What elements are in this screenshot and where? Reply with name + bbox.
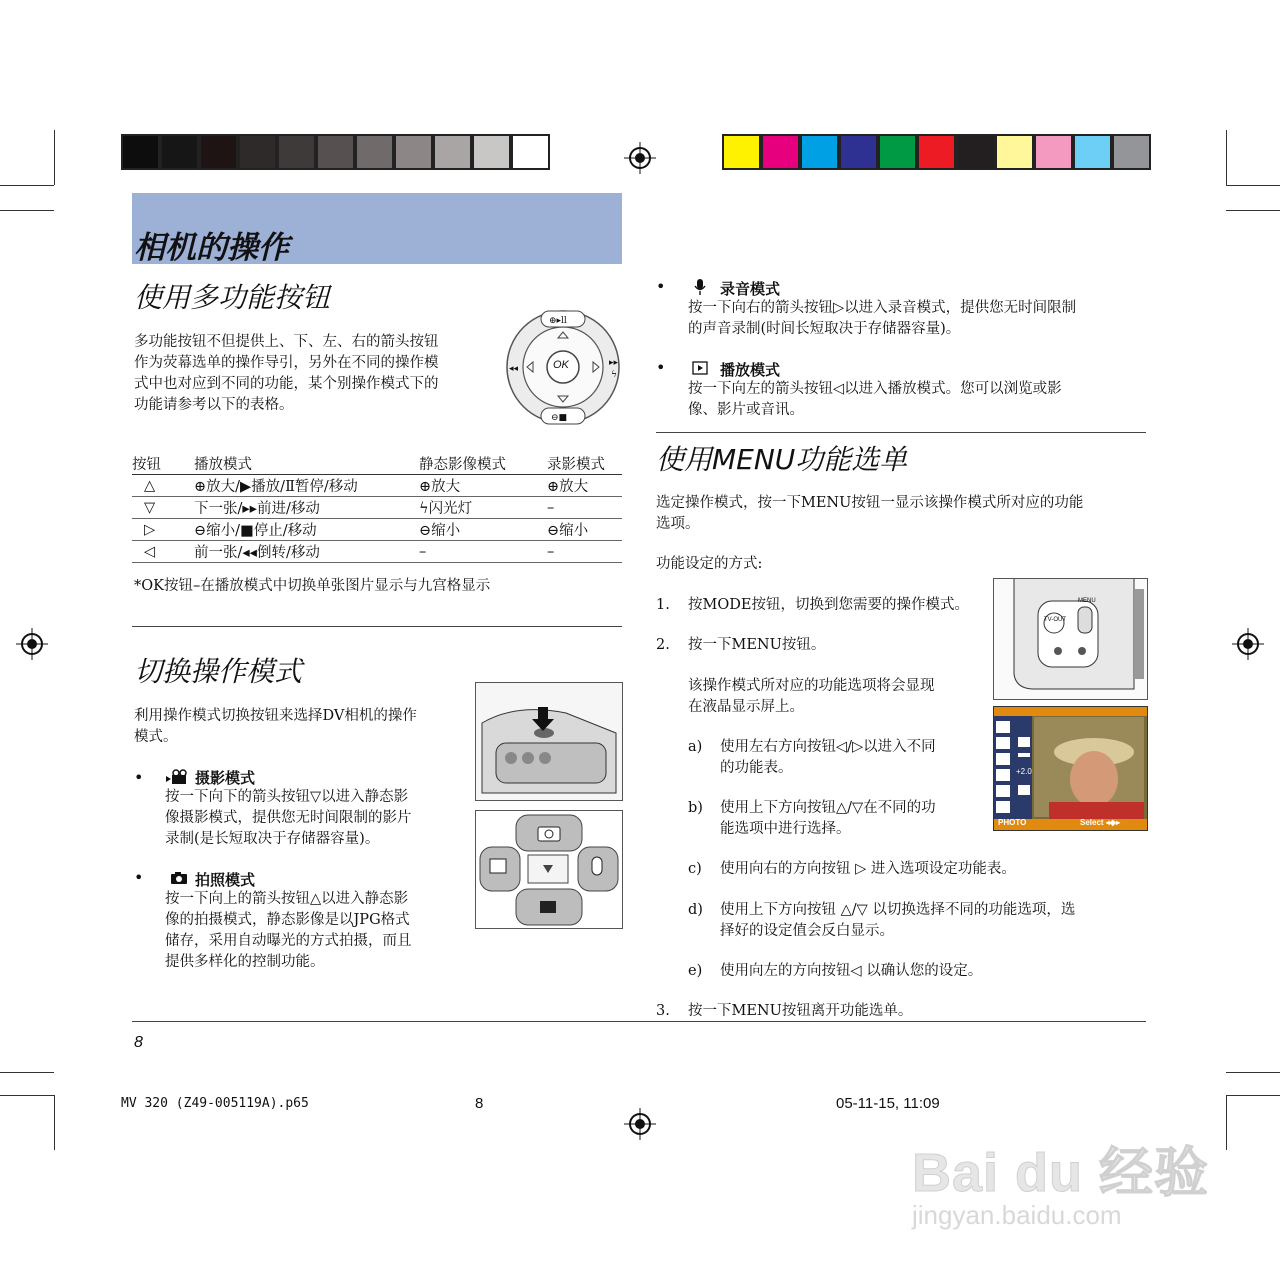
intro-line: 选项。 <box>656 516 700 532</box>
table-cell: 下一张/▸▸前进/移动 <box>194 497 419 519</box>
calibration-swatch <box>238 134 277 170</box>
crop-mark <box>0 185 54 186</box>
tv-out-label: TV-OUT <box>1044 617 1066 623</box>
substep-line: 使用上下方向按钮 △/▽ 以切换选择不同的功能选项，选 <box>720 902 1076 918</box>
calibration-swatch <box>199 134 238 170</box>
camera-back-image <box>993 578 1148 700</box>
calibration-swatch <box>1112 134 1151 170</box>
bullet: • <box>134 768 144 787</box>
playback-mode-description <box>688 379 1158 421</box>
substep-a <box>720 737 990 779</box>
camera-icon <box>170 871 188 885</box>
svg-text:⊖■: ⊖■ <box>551 413 568 423</box>
crop-mark <box>1226 130 1227 185</box>
note-line: 该操作模式所对应的功能选项将会显现 <box>688 678 935 694</box>
voice-mode-description <box>688 298 1158 340</box>
microphone-icon <box>694 278 706 296</box>
substep-line: 的功能表。 <box>720 760 793 776</box>
intro-line: 利用操作模式切换按钮来选择DV相机的操作 <box>134 708 417 724</box>
svg-text:ϟ: ϟ <box>611 370 617 380</box>
registration-mark-icon <box>16 628 48 660</box>
bullet: • <box>134 868 144 887</box>
lcd-menu-screenshot <box>993 706 1148 831</box>
crop-mark <box>1226 185 1280 186</box>
playback-mode-title: 播放模式 <box>720 361 781 379</box>
table-cell: ⊖缩小 <box>547 519 622 541</box>
movie-camera-icon <box>165 769 189 785</box>
description-line: 像摄影模式，提供您无时间限制的影片 <box>165 810 412 826</box>
description-line: 像的拍摄模式，静态影像是以JPG格式 <box>165 912 410 928</box>
crop-mark <box>1226 1072 1280 1073</box>
calibration-swatch <box>1073 134 1112 170</box>
substep-line: 择好的设定值会反白显示。 <box>720 923 894 939</box>
voice-mode-title: 录音模式 <box>720 280 781 298</box>
description-line: 储存，采用自动曝光的方式拍摄，而且 <box>165 933 412 949</box>
substep-d <box>720 900 1160 942</box>
camera-top-view-image <box>475 682 623 801</box>
substep-key: b) <box>688 800 703 816</box>
section-heading-multifunction: 使用多功能按钮 <box>134 281 331 314</box>
substep-key: e) <box>688 963 703 979</box>
multifunction-intro <box>134 332 504 416</box>
movie-mode-description <box>165 787 465 850</box>
intro-line: 多功能按钮不但提供上、下、左、右的箭头按钮 <box>134 334 439 350</box>
intro-line: 模式。 <box>134 729 178 745</box>
substep-c <box>720 859 1150 880</box>
calibration-swatch <box>800 134 839 170</box>
note-line: 在液晶显示屏上。 <box>688 699 804 715</box>
table-cell: – <box>547 497 622 519</box>
registration-mark-icon <box>1232 628 1264 660</box>
crop-mark <box>1226 210 1280 211</box>
section-heading-menu: 使用MENU功能选单 <box>656 443 908 476</box>
step-number: 2. <box>656 637 670 653</box>
calibration-swatch <box>839 134 878 170</box>
calibration-swatch <box>995 134 1034 170</box>
table-row <box>132 497 622 519</box>
svg-text:▸▸: ▸▸ <box>609 358 619 368</box>
substep-e <box>720 961 1150 982</box>
photo-mode-title: 拍照模式 <box>195 871 256 889</box>
substep-line: 使用向左的方向按钮◁ 以确认您的设定。 <box>720 963 983 979</box>
ok-button-note: *OK按钮–在播放模式中切换单张图片显示与九宫格显示 <box>134 578 491 594</box>
calibration-swatch <box>956 134 995 170</box>
substep-b <box>720 798 990 840</box>
calibration-swatch <box>511 134 550 170</box>
intro-line: 式中也对应到不同的功能，某个别操作模式下的 <box>134 376 439 392</box>
registration-mark-icon <box>624 1108 656 1140</box>
page-title: 相机的操作 <box>134 230 289 266</box>
substep-key: a) <box>688 739 703 755</box>
footer-page: 8 <box>475 1095 484 1112</box>
calibration-swatch <box>277 134 316 170</box>
table-cell: ⊖缩小 <box>419 519 547 541</box>
page-bottom-rule <box>132 1021 1146 1022</box>
svg-text:◂◂: ◂◂ <box>509 364 519 374</box>
calibration-swatch <box>472 134 511 170</box>
intro-line: 选定操作模式，按一下MENU按钮一显示该操作模式所对应的功能 <box>656 495 1084 511</box>
table-header-row <box>132 452 622 475</box>
table-cell: – <box>547 541 622 563</box>
table-row <box>132 475 622 497</box>
table-cell: ⊕放大 <box>547 475 622 497</box>
description-line: 提供多样化的控制功能。 <box>165 954 325 970</box>
step-text: 按MODE按钮，切换到您需要的操作模式。 <box>688 597 969 613</box>
step2-note <box>688 676 988 718</box>
description-line: 按一下向右的箭头按钮▷以进入录音模式，提供您无时间限制 <box>688 300 1077 316</box>
description-line: 按一下向下的箭头按钮▽以进入静态影 <box>165 789 409 805</box>
ok-button-label: OK <box>553 359 569 371</box>
calibration-swatch <box>917 134 956 170</box>
table-cell: △ <box>132 475 194 497</box>
switch-mode-intro <box>134 706 464 748</box>
watermark-logo: Bai du 经验 <box>912 1143 1210 1203</box>
calibration-swatch <box>121 134 160 170</box>
step-number: 1. <box>656 597 670 613</box>
substep-line: 使用向右的方向按钮 ▷ 进入选项设定功能表。 <box>720 861 1016 877</box>
movie-mode-title: 摄影模式 <box>195 769 256 787</box>
table-header: 播放模式 <box>194 452 419 475</box>
calibration-swatch <box>316 134 355 170</box>
substep-key: d) <box>688 902 703 918</box>
table-cell: ⊖缩小/■停止/移动 <box>194 519 419 541</box>
lcd-select-hint: Select ◂◆▸ <box>1080 818 1120 827</box>
calibration-swatch <box>394 134 433 170</box>
calibration-swatch <box>1034 134 1073 170</box>
calibration-swatch <box>878 134 917 170</box>
table-cell: ϟ闪光灯 <box>419 497 547 519</box>
table-cell: ⊕放大 <box>419 475 547 497</box>
section-divider <box>656 432 1146 433</box>
step-number: 3. <box>656 1003 670 1019</box>
page-number: 8 <box>134 1034 143 1051</box>
calibration-swatch <box>355 134 394 170</box>
bullet: • <box>656 358 666 377</box>
section-divider <box>132 626 622 627</box>
description-line: 按一下向上的箭头按钮△以进入静态影 <box>165 891 409 907</box>
ev-value: +2.0 <box>1016 767 1032 776</box>
table-cell: – <box>419 541 547 563</box>
menu-intro <box>656 493 1156 535</box>
step-text: 按一下MENU按钮离开功能选单。 <box>688 1003 913 1019</box>
substep-line: 使用左右方向按钮◁/▷以进入不同 <box>720 739 936 755</box>
intro-line: 作为荧幕选单的操作导引，另外在不同的操作模 <box>134 355 439 371</box>
table-cell: 前一张/◂◂倒转/移动 <box>194 541 419 563</box>
substep-key: c) <box>688 861 702 877</box>
crop-mark <box>0 210 54 211</box>
table-cell: ◁ <box>132 541 194 563</box>
calibration-swatch <box>722 134 761 170</box>
calibration-swatch <box>761 134 800 170</box>
lcd-mode-label: PHOTO <box>998 818 1027 827</box>
menu-button-label: MENU <box>1078 598 1096 604</box>
play-icon <box>692 361 708 375</box>
crop-mark <box>54 130 55 185</box>
crop-mark <box>54 1095 55 1150</box>
svg-text:⊕▸ll: ⊕▸ll <box>549 316 567 326</box>
description-line: 录制(是长短取决于存储器容量)。 <box>165 831 380 847</box>
calibration-swatch <box>160 134 199 170</box>
table-header: 按钮 <box>132 452 194 475</box>
section-heading-switch-mode: 切换操作模式 <box>134 655 303 688</box>
description-line: 像、影片或音讯。 <box>688 402 804 418</box>
table-row <box>132 519 622 541</box>
crop-mark <box>1226 1095 1280 1096</box>
table-header: 录影模式 <box>547 452 622 475</box>
footer-filename: MV 320 (Z49-005119A).p65 <box>121 1096 309 1111</box>
crop-mark <box>0 1095 54 1096</box>
mode-selector-diagram <box>475 810 623 929</box>
description-line: 的声音录制(时间长短取决于存储器容量)。 <box>688 321 961 337</box>
bullet: • <box>656 277 666 296</box>
crop-mark <box>1226 1095 1227 1150</box>
registration-mark-icon <box>624 142 656 174</box>
photo-mode-description <box>165 889 465 973</box>
method-label: 功能设定的方式: <box>656 556 763 572</box>
crop-mark <box>0 1072 54 1073</box>
footer-datetime: 05-11-15, 11:09 <box>836 1095 940 1112</box>
intro-line: 功能请参考以下的表格。 <box>134 397 294 413</box>
step-text: 按一下MENU按钮。 <box>688 637 826 653</box>
table-cell: ▽ <box>132 497 194 519</box>
description-line: 按一下向左的箭头按钮◁以进入播放模式。您可以浏览或影 <box>688 381 1062 397</box>
substep-line: 使用上下方向按钮△/▽在不同的功 <box>720 800 936 816</box>
substep-line: 能选项中进行选择。 <box>720 821 851 837</box>
button-function-table <box>132 452 622 563</box>
table-cell: ▷ <box>132 519 194 541</box>
table-cell: ⊕放大/▶播放/Ⅱ暂停/移动 <box>194 475 419 497</box>
calibration-swatch <box>433 134 472 170</box>
watermark-url: jingyan.baidu.com <box>912 1200 1122 1230</box>
table-header: 静态影像模式 <box>419 452 547 475</box>
table-row <box>132 541 622 563</box>
